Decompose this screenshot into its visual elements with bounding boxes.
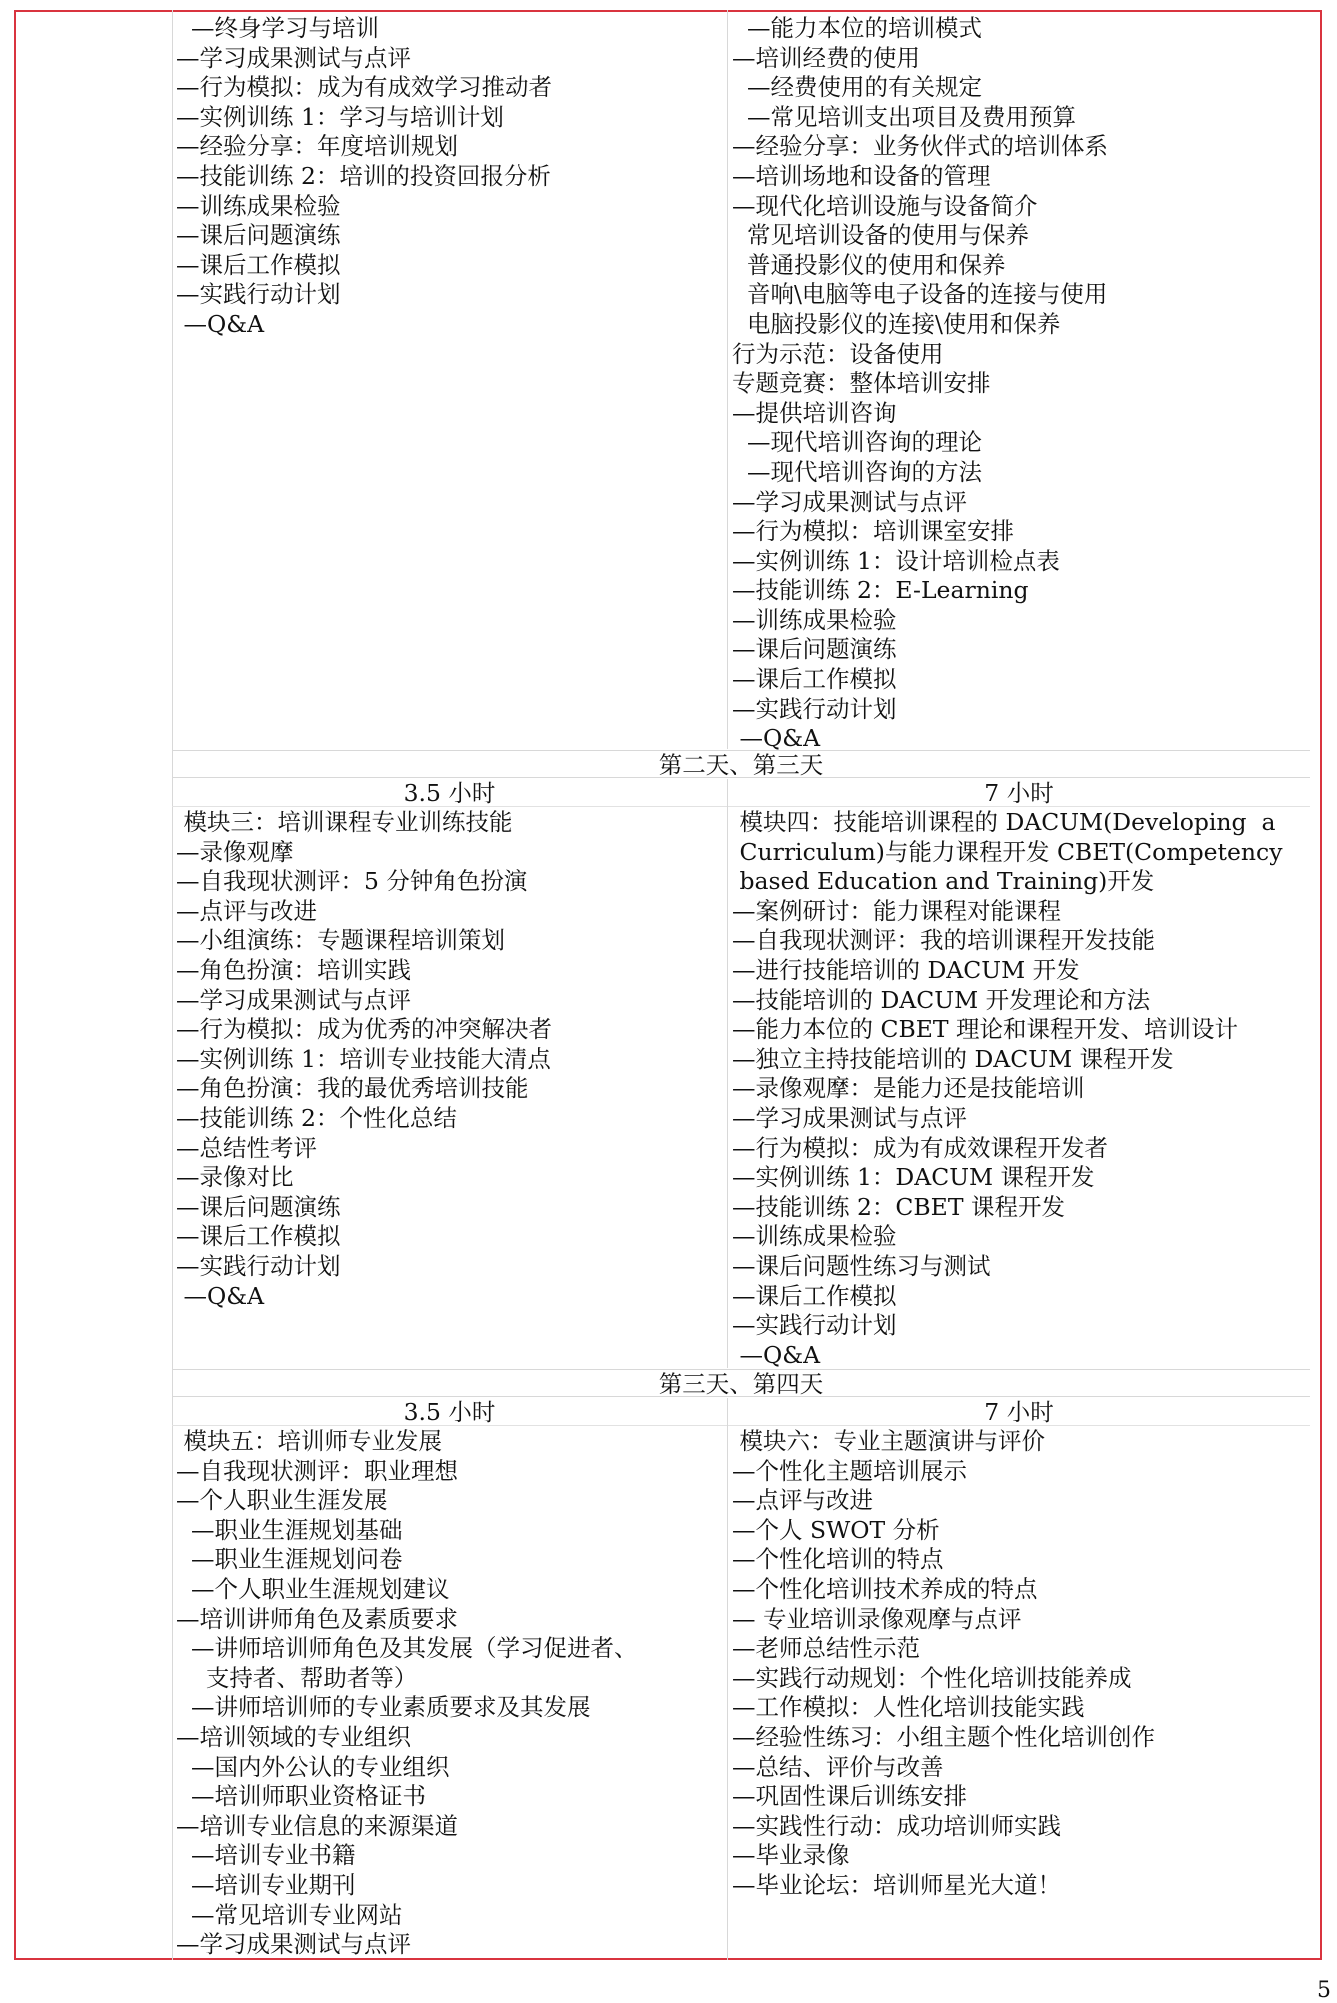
outline-line: —行为模拟：成为有成效课程开发者 <box>732 1133 1108 1162</box>
outline-line: —培训场地和设备的管理 <box>732 161 991 190</box>
outline-line: —培训讲师角色及素质要求 <box>176 1604 458 1633</box>
outline-line: —经费使用的有关规定 <box>732 73 982 102</box>
outline-line: —学习成果测试与点评 <box>176 1930 411 1959</box>
outline-line: —案例研讨：能力课程对能课程 <box>732 896 1061 925</box>
right-hours: 7 小时 <box>728 1398 1310 1426</box>
outline-line: 模块三：培训课程专业训练技能 <box>176 808 513 836</box>
column-separator <box>727 10 728 749</box>
outline-line: —实例训练 1：学习与培训计划 <box>176 102 504 131</box>
outline-line: —总结性考评 <box>176 1133 317 1162</box>
outline-line: —角色扮演：我的最优秀培训技能 <box>176 1074 529 1103</box>
outline-line: —课后问题演练 <box>176 1192 341 1221</box>
outline-line: —培训领域的专业组织 <box>176 1722 411 1751</box>
outline-line: —培训专业信息的来源渠道 <box>176 1811 458 1840</box>
outline-line: —行为模拟：成为有成效学习推动者 <box>176 73 552 102</box>
section1-right-column <box>732 14 1308 754</box>
outline-line: —现代培训咨询的理论 <box>732 428 982 457</box>
outline-line: —工作模拟：人性化培训技能实践 <box>732 1693 1085 1722</box>
outline-line: —经验分享：年度培训规划 <box>176 132 458 161</box>
outline-line: —实践行动计划 <box>176 280 341 309</box>
outline-line: —训练成果检验 <box>176 191 341 220</box>
outline-line: —Q&A <box>176 1281 265 1310</box>
outline-line: —训练成果检验 <box>732 1222 897 1251</box>
outline-line: —培训师职业资格证书 <box>176 1782 426 1811</box>
outline-line: —实例训练 1：培训专业技能大清点 <box>176 1044 551 1073</box>
outline-line: —常见培训支出项目及费用预算 <box>732 102 1076 131</box>
outline-line: —小组演练：专题课程培训策划 <box>176 926 505 955</box>
outline-line: —老师总结性示范 <box>732 1634 920 1663</box>
outline-line: —训练成果检验 <box>732 605 897 634</box>
outline-line: —培训经费的使用 <box>732 43 920 72</box>
outline-line: —课后问题性练习与测试 <box>732 1251 991 1280</box>
outline-line: based Education and Training)开发 <box>732 867 1155 896</box>
outline-line: —讲师培训师角色及其发展（学习促进者、 <box>176 1634 638 1663</box>
page-number: 5 <box>1317 1978 1331 2003</box>
outline-line: —巩固性课后训练安排 <box>732 1782 967 1811</box>
outline-line: —进行技能培训的 DACUM 开发 <box>732 955 1080 984</box>
section1-left-column <box>176 14 724 340</box>
outline-line: —学习成果测试与点评 <box>732 487 967 516</box>
outline-line: —独立主持技能培训的 DACUM 课程开发 <box>732 1044 1174 1073</box>
outline-line: —培训专业书籍 <box>176 1841 356 1870</box>
right-hours: 7 小时 <box>728 779 1310 807</box>
outline-line: —角色扮演：培训实践 <box>176 955 411 984</box>
outline-line: —技能训练 2：个性化总结 <box>176 1103 457 1132</box>
outline-line: 普通投影仪的使用和保养 <box>732 250 1006 279</box>
outline-line: —现代培训咨询的方法 <box>732 457 982 486</box>
day-header: 第二天、第三天 <box>172 750 1310 778</box>
outline-line: —自我现状测评：5 分钟角色扮演 <box>176 867 528 896</box>
outline-line: —课后工作模拟 <box>176 250 341 279</box>
outline-line: —课后问题演练 <box>176 221 341 250</box>
outline-line: Curriculum)与能力课程开发 CBET(Competency <box>732 837 1283 866</box>
outline-line: —行为模拟：培训课室安排 <box>732 517 1014 546</box>
outline-line: —Q&A <box>176 309 265 338</box>
outline-line: —技能训练 2：E-Learning <box>732 576 1029 605</box>
left-hours: 3.5 小时 <box>172 1398 727 1426</box>
outline-line: —实践行动计划 <box>176 1251 341 1280</box>
outline-line: — 专业培训录像观摩与点评 <box>732 1604 1022 1633</box>
outline-line: —课后工作模拟 <box>732 665 897 694</box>
outline-line: —个人职业生涯规划建议 <box>176 1574 450 1603</box>
outline-line: —录像对比 <box>176 1163 294 1192</box>
day-header: 第三天、第四天 <box>172 1369 1310 1397</box>
outline-line: —技能训练 2：CBET 课程开发 <box>732 1192 1065 1221</box>
outline-line: —技能训练 2：培训的投资回报分析 <box>176 161 551 190</box>
outline-line: —学习成果测试与点评 <box>732 1103 967 1132</box>
outline-line: 常见培训设备的使用与保养 <box>732 221 1029 250</box>
outline-line: —实践行动计划 <box>732 1311 897 1340</box>
outline-line: —自我现状测评：我的培训课程开发技能 <box>732 926 1155 955</box>
outline-line: —课后工作模拟 <box>176 1222 341 1251</box>
column-separator <box>727 779 728 1368</box>
outline-line: —个性化主题培训展示 <box>732 1456 967 1485</box>
outline-line: 专题竞赛：整体培训安排 <box>732 369 991 398</box>
outline-line: —学习成果测试与点评 <box>176 43 411 72</box>
outline-line: —职业生涯规划基础 <box>176 1515 403 1544</box>
outline-line: —个人职业生涯发展 <box>176 1486 388 1515</box>
outline-line: —个性化培训的特点 <box>732 1545 944 1574</box>
outline-line: 模块六：专业主题演讲与评价 <box>732 1427 1045 1455</box>
outline-line: 音响\电脑等电子设备的连接与使用 <box>732 280 1108 309</box>
outline-line: —实践行动规划：个性化培训技能养成 <box>732 1663 1132 1692</box>
outline-line: —职业生涯规划问卷 <box>176 1545 403 1574</box>
outline-line: —实践性行动：成功培训师实践 <box>732 1811 1061 1840</box>
outline-line: —培训专业期刊 <box>176 1870 356 1899</box>
outline-line: —毕业论坛：培训师星光大道！ <box>732 1870 1061 1899</box>
outline-line: —国内外公认的专业组织 <box>176 1752 450 1781</box>
outline-line: —Q&A <box>732 1340 821 1369</box>
outline-line: —经验分享：业务伙伴式的培训体系 <box>732 132 1108 161</box>
outline-line: 行为示范：设备使用 <box>732 339 944 368</box>
outline-line: —技能培训的 DACUM 开发理论和方法 <box>732 985 1151 1014</box>
section3-right-column <box>732 1427 1308 1901</box>
outline-line: —能力本位的 CBET 理论和课程开发、培训设计 <box>732 1015 1239 1044</box>
outline-line: 电脑投影仪的连接\使用和保养 <box>732 309 1061 338</box>
outline-line: —实例训练 1：设计培训检点表 <box>732 546 1060 575</box>
outline-line: —经验性练习：小组主题个性化培训创作 <box>732 1722 1155 1751</box>
outline-line: —个人 SWOT 分析 <box>732 1515 940 1544</box>
outline-line: —行为模拟：成为优秀的冲突解决者 <box>176 1015 552 1044</box>
outline-line: —录像观摩 <box>176 837 294 866</box>
section2-right-column <box>732 808 1308 1370</box>
outline-line: —常见培训专业网站 <box>176 1900 403 1929</box>
outline-line: —Q&A <box>732 724 821 753</box>
outline-line: 支持者、帮助者等） <box>176 1663 418 1692</box>
column-separator <box>727 1398 728 1960</box>
outline-line: —个性化培训技术养成的特点 <box>732 1574 1038 1603</box>
outline-line: —提供培训咨询 <box>732 398 897 427</box>
outline-line: —实践行动计划 <box>732 694 897 723</box>
outline-line: —课后问题演练 <box>732 635 897 664</box>
outline-line: —课后工作模拟 <box>732 1281 897 1310</box>
outline-line: —学习成果测试与点评 <box>176 985 411 1014</box>
outline-line: —能力本位的培训模式 <box>732 14 982 42</box>
outline-line: —点评与改进 <box>732 1486 873 1515</box>
outline-line: —点评与改进 <box>176 896 317 925</box>
outline-line: —毕业录像 <box>732 1841 850 1870</box>
section2-left-column <box>176 808 724 1311</box>
outline-line: 模块五：培训师专业发展 <box>176 1427 442 1455</box>
outline-line: —实例训练 1：DACUM 课程开发 <box>732 1163 1095 1192</box>
outline-line: —自我现状测评：职业理想 <box>176 1456 458 1485</box>
outline-line: —终身学习与培训 <box>176 14 379 42</box>
outline-line: —讲师培训师的专业素质要求及其发展 <box>176 1693 591 1722</box>
left-hours: 3.5 小时 <box>172 779 727 807</box>
section3-left-column <box>176 1427 724 1960</box>
outline-line: —总结、评价与改善 <box>732 1752 944 1781</box>
outline-line: 模块四：技能培训课程的 DACUM(Developing a <box>732 808 1276 836</box>
outline-line: —录像观摩：是能力还是技能培训 <box>732 1074 1085 1103</box>
outline-line: —现代化培训设施与设备简介 <box>732 191 1038 220</box>
